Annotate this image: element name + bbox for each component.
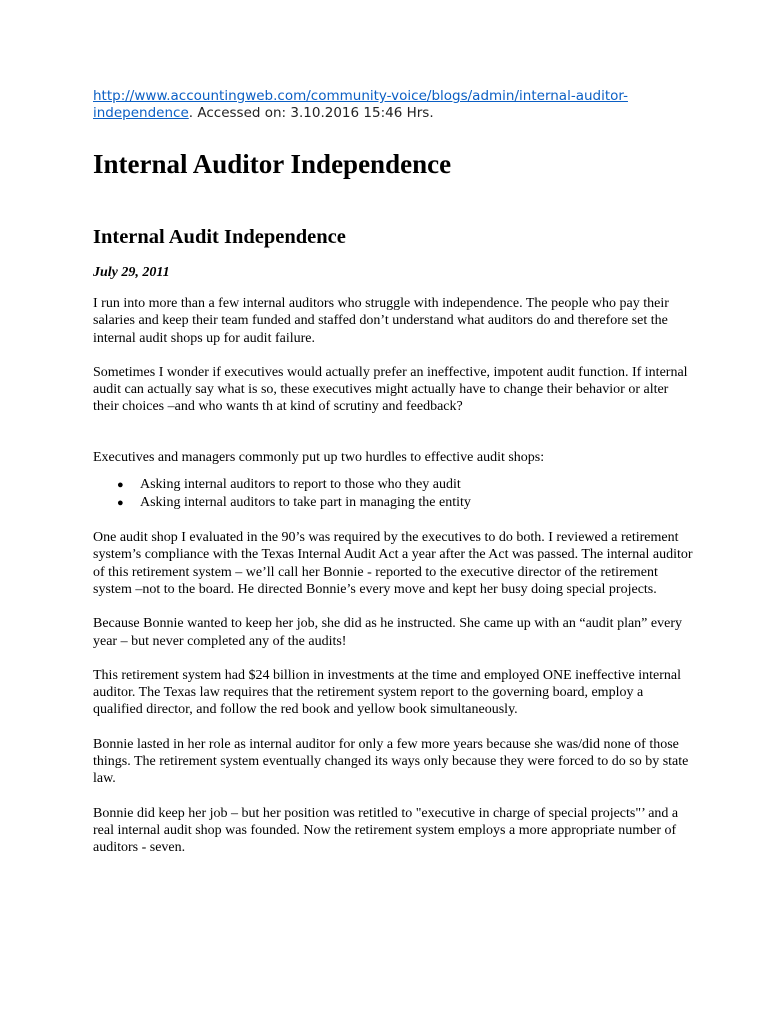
hurdles-list xyxy=(93,476,693,512)
article-title: Internal Audit Independence xyxy=(93,226,346,248)
paragraph-1: I run into more than a few internal auditors who struggle with independence. The people who pay their salaries and keep their team funded and staffed don’t understand what auditors do and therefore set the internal audit shops up for audit failure. xyxy=(93,296,669,346)
source-link-line2: independence xyxy=(93,105,189,121)
paragraph-6: This retirement system had $24 billion in investments at the time and employed ONE ineffective internal auditor. The Texas law requires that the retirement system report to the governing board, employ a qualified director, and follow the red book and yellow book simultaneously. xyxy=(93,667,681,718)
paragraph-7: Bonnie lasted in her role as internal auditor for only a few more years because she was/did none of those things. The retirement system eventually changed its ways only because they were forced to do so by state law. xyxy=(93,736,689,787)
list-item-text: Asking internal auditors to report to those who they audit xyxy=(140,477,461,493)
bullet-icon: ● xyxy=(117,479,124,492)
paragraph-8: Bonnie did keep her job – but her position was retitled to "executive in charge of special projects"’ and a real internal audit shop was founded. Now the retirement system employs a more appropriate number of auditors - seven. xyxy=(93,805,679,856)
paragraph-3: Executives and managers commonly put up two hurdles to effective audit shops: xyxy=(93,449,545,465)
article-date: July 29, 2011 xyxy=(93,265,170,280)
paragraph-2: Sometimes I wonder if executives would actually prefer an ineffective, impotent audit function. If internal audit can actually say what is so, these executives might actually have to change their behavior or alter their choices –and who wants th at kind of scrutiny and feedback? xyxy=(93,364,688,415)
source-link-line1: http://www.accountingweb.com/community-voice/blogs/admin/internal-auditor- xyxy=(93,88,628,104)
bullet-icon: ● xyxy=(117,497,124,510)
paragraph-4: One audit shop I evaluated in the 90’s was required by the executives to do both. I reviewed a retirement system’s compliance with the Texas Internal Audit Act a year after the Act was passed. The internal auditor of this retirement system – we’ll call her Bonnie - reported to the executive director of the retirement system –not to the board. He directed Bonnie’s every move and kept her busy doing special projects. xyxy=(93,530,693,597)
source-citation xyxy=(93,88,693,122)
list-item xyxy=(93,476,693,494)
list-item-text: Asking internal auditors to take part in managing the entity xyxy=(140,495,471,511)
list-item xyxy=(93,494,693,512)
paragraph-5: Because Bonnie wanted to keep her job, she did as he instructed. She came up with an “audit plan” every year – but never completed any of the audits! xyxy=(93,616,682,649)
document-page xyxy=(93,88,693,857)
accessed-date: . Accessed on: 3.10.2016 15:46 Hrs. xyxy=(188,105,434,121)
page-title: Internal Auditor Independence xyxy=(93,149,452,179)
